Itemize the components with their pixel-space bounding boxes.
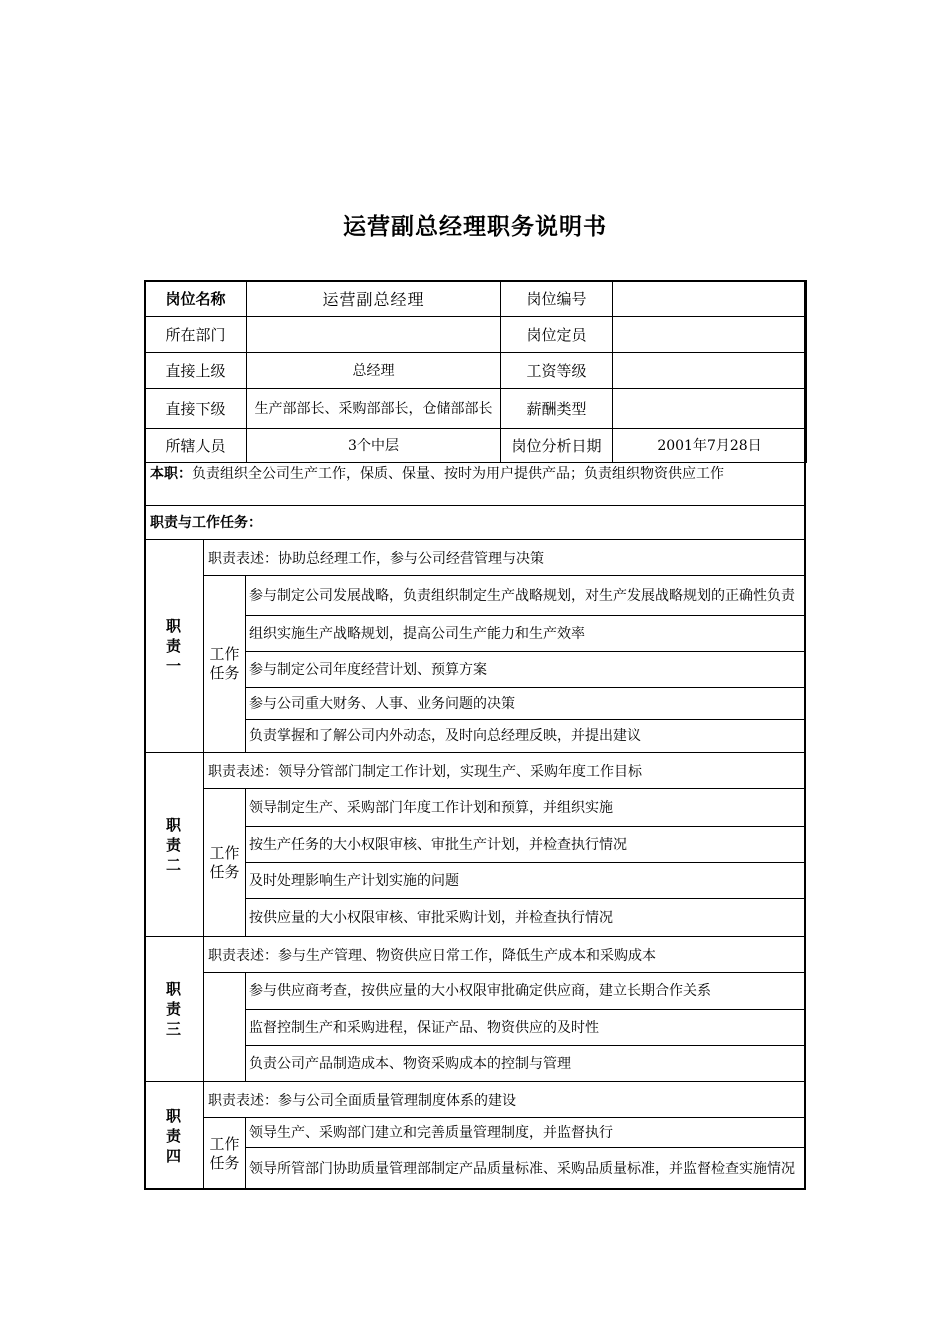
document-title: 运营副总经理职务说明书 bbox=[343, 214, 607, 240]
task-item: 领导生产、采购部门建立和完善质量管理制度，并监督执行 bbox=[246, 1118, 806, 1148]
staff-label: 所辖人员 bbox=[145, 429, 247, 463]
task-label: 工作任务 bbox=[204, 576, 246, 753]
task-item: 监督控制生产和采购进程，保证产品、物资供应的及时性 bbox=[246, 1010, 806, 1046]
task-item: 参与制定公司发展战略，负责组织制定生产战略规划，对生产发展战略规划的正确性负责 bbox=[246, 576, 806, 616]
task-item: 及时处理影响生产计划实施的问题 bbox=[246, 863, 806, 899]
department-label: 所在部门 bbox=[145, 317, 247, 353]
table-frame bbox=[144, 280, 806, 1190]
task-item: 负责公司产品制造成本、物资采购成本的控制与管理 bbox=[246, 1046, 806, 1082]
duty-description: 职责表述：参与公司全面质量管理制度体系的建设 bbox=[204, 1082, 806, 1118]
task-label: 工作任务 bbox=[204, 789, 246, 937]
duty-name: 职责二 bbox=[144, 753, 204, 937]
task-item: 负责掌握和了解公司内外动态，及时向总经理反映，并提出建议 bbox=[246, 720, 806, 753]
headcount-label: 岗位定员 bbox=[501, 317, 613, 353]
subordinate-value: 生产部部长、采购部部长，仓储部部长 bbox=[247, 389, 501, 429]
task-item: 领导制定生产、采购部门年度工作计划和预算，并组织实施 bbox=[246, 789, 806, 827]
task-item: 参与供应商考查，按供应量的大小权限审批确定供应商，建立长期合作关系 bbox=[246, 973, 806, 1010]
duties-heading-text: 职责与工作任务： bbox=[150, 514, 262, 531]
position-name-label: 岗位名称 bbox=[145, 281, 247, 317]
salary-grade-label: 工资等级 bbox=[501, 353, 613, 389]
task-item: 参与公司重大财务、人事、业务问题的决策 bbox=[246, 688, 806, 720]
pay-type-label: 薪酬类型 bbox=[501, 389, 613, 429]
position-name-value: 运营副总经理 bbox=[247, 281, 501, 317]
duty-name: 职责一 bbox=[144, 540, 204, 753]
duty-name: 职责三 bbox=[144, 937, 204, 1082]
task-item: 领导所管部门协助质量管理部制定产品质量标准、采购品质量标准，并监督检查实施情况 bbox=[249, 1161, 795, 1177]
duty-description: 职责表述：协助总经理工作，参与公司经营管理与决策 bbox=[204, 540, 806, 576]
staff-value: 3个中层 bbox=[247, 429, 501, 463]
duty-description: 职责表述：参与生产管理、物资供应日常工作，降低生产成本和采购成本 bbox=[204, 937, 806, 973]
subordinate-label: 直接下级 bbox=[145, 389, 247, 429]
superior-value: 总经理 bbox=[247, 353, 501, 389]
task-item: 组织实施生产战略规划，提高公司生产能力和生产效率 bbox=[246, 616, 806, 652]
core-duty-text: 负责组织全公司生产工作，保质、保量、按时为用户提供产品；负责组织物资供应工作 bbox=[192, 466, 724, 482]
core-duty-label: 本职： bbox=[150, 466, 192, 482]
position-no-label: 岗位编号 bbox=[501, 281, 613, 317]
task-item: 参与制定公司年度经营计划、预算方案 bbox=[246, 652, 806, 688]
analysis-date-value: 2001年7月28日 bbox=[613, 429, 807, 463]
duty-name: 职责四 bbox=[144, 1082, 204, 1190]
superior-label: 直接上级 bbox=[145, 353, 247, 389]
duty-description: 职责表述：领导分管部门制定工作计划，实现生产、采购年度工作目标 bbox=[204, 753, 806, 789]
analysis-date-label: 岗位分析日期 bbox=[501, 429, 613, 463]
task-label: 工作任务 bbox=[204, 1118, 246, 1190]
task-item: 按供应量的大小权限审核、审批采购计划，并检查执行情况 bbox=[246, 899, 806, 937]
task-item: 按生产任务的大小权限审核、审批生产计划，并检查执行情况 bbox=[246, 827, 806, 863]
